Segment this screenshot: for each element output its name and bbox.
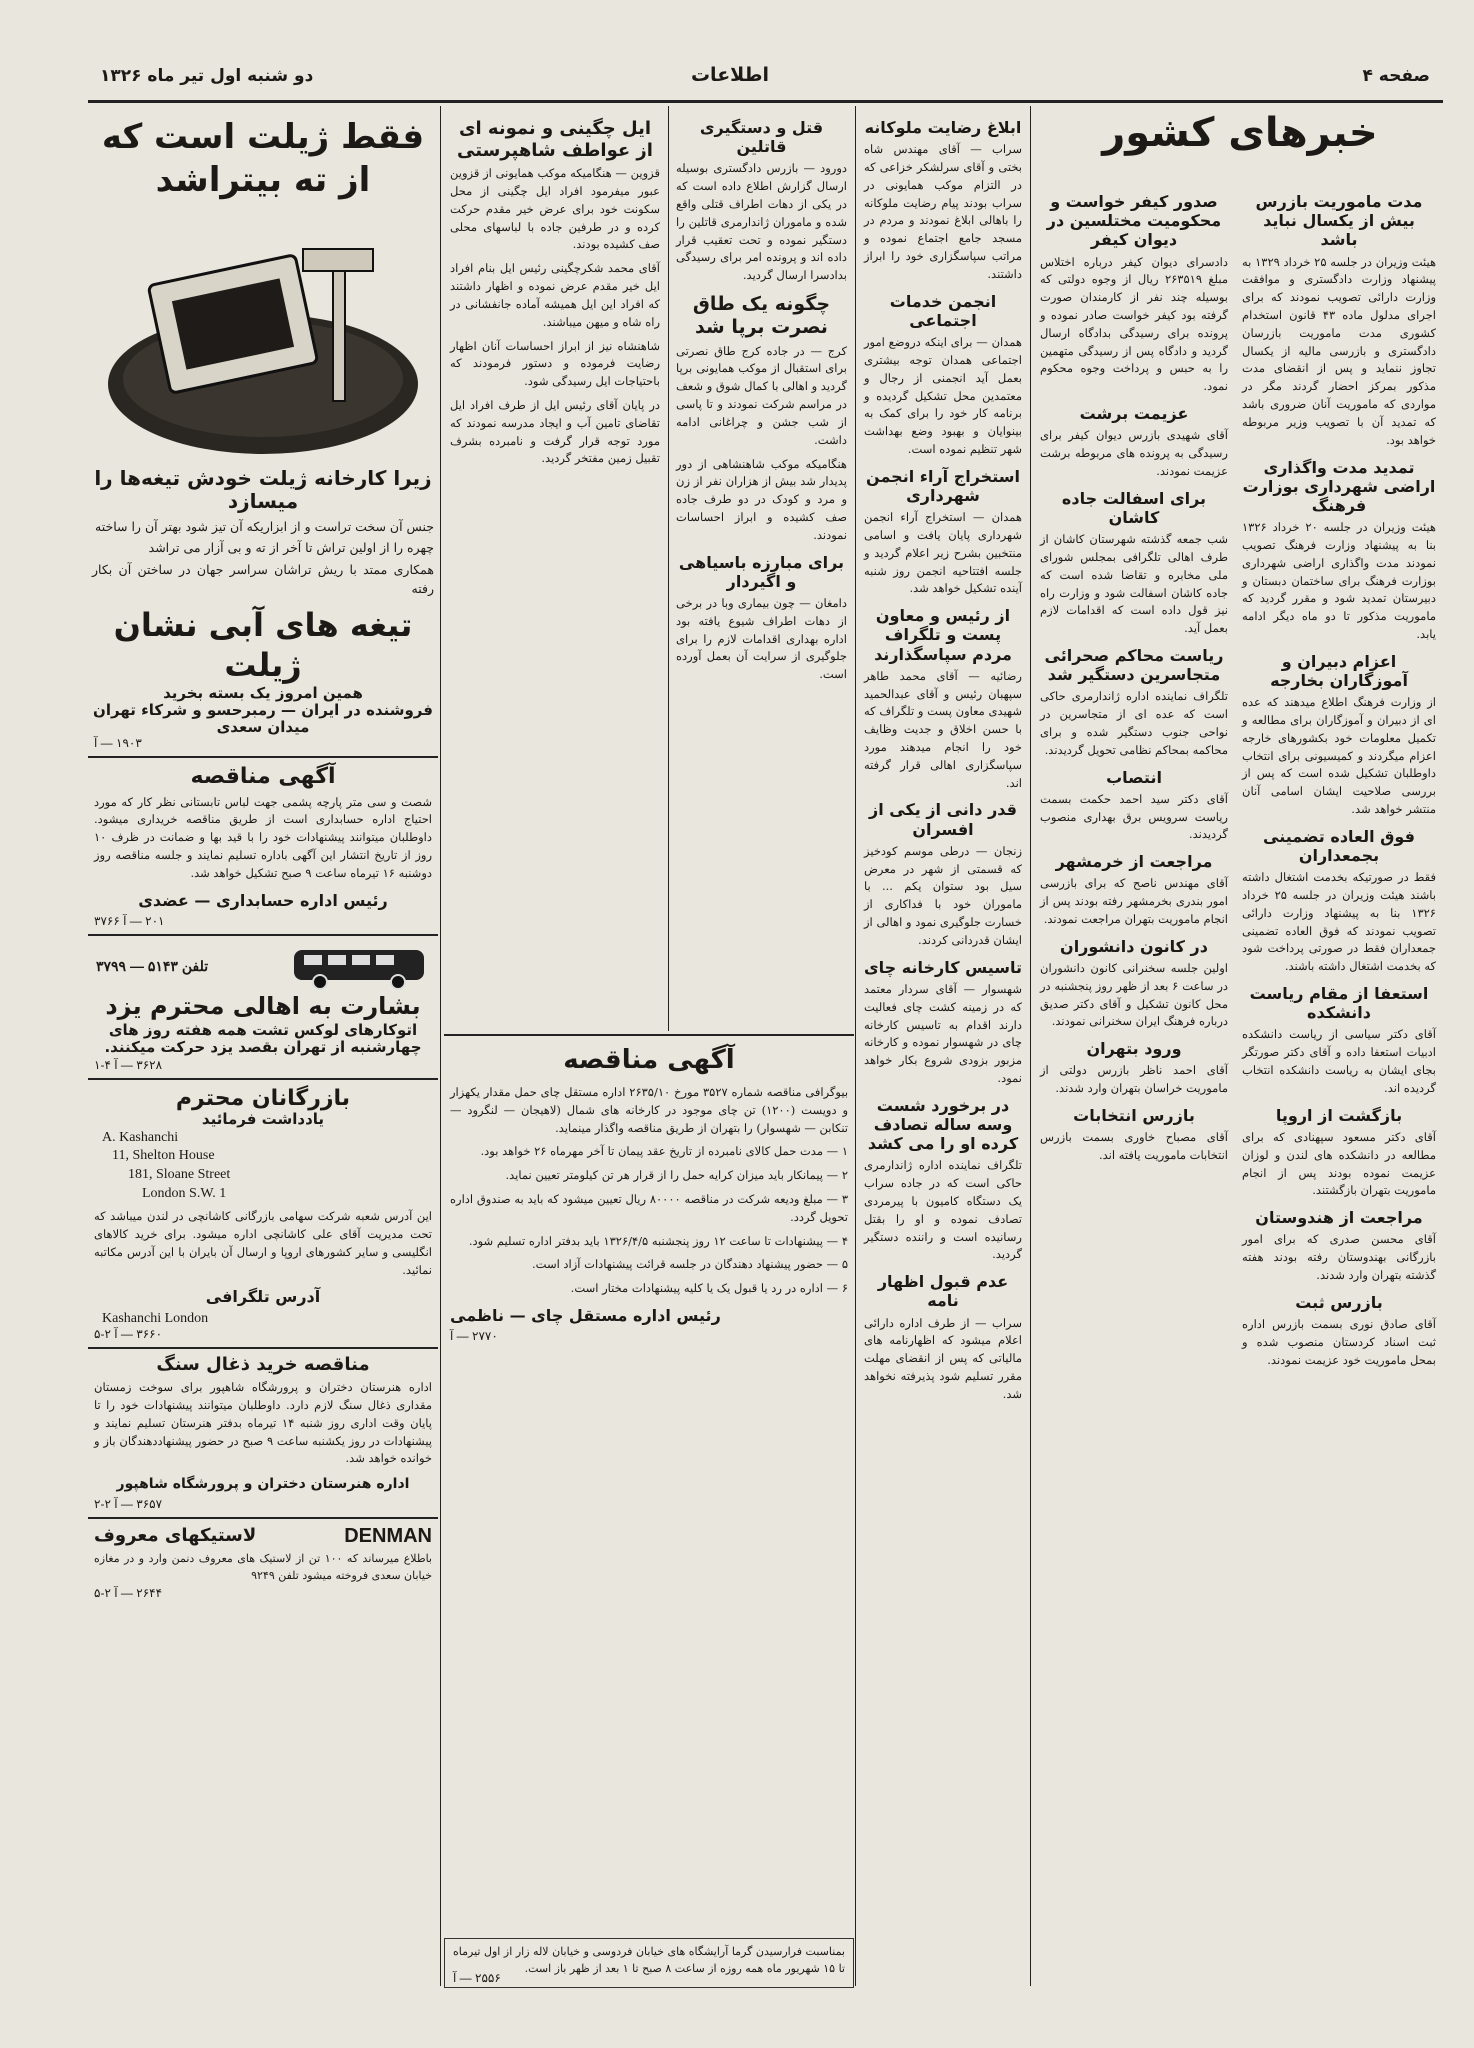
headline: انجمن خدمات اجتماعی (889, 291, 997, 330)
denman-text: باطلاع میرساند که ۱۰۰ تن از لاستیک های معروف دنمن وارد و در مغازه خیابان سعدی فروخته میشود تلفن ۹۲۴۹ (94, 1552, 432, 1583)
article-text: آقای مهندس ناصح که برای بازرسی امور بندری بخرمشهر رفته بودند پس از انجام ماموریت بتهران مراجعت نمودند. (1040, 876, 1228, 926)
headline: مراجعت از خرمشهر (1055, 852, 1213, 872)
col-divider (668, 106, 669, 1031)
headline: بازرس انتخابات (1073, 1106, 1195, 1126)
article-text: آقای شهیدی بازرس دیوان کیفر برای رسیدگی به پرونده های مربوطه برشت عزیمت نمودند. (1040, 428, 1228, 478)
headline: از رئیس و معاون پست و تلگراف مردم سپاسگذارند (874, 606, 1012, 664)
news-column-2 (1034, 184, 1234, 1984)
tender-text: شصت و سی متر پارچه پشمی جهت لباس تابستانی نظر کار که مورد احتیاج اداره حسابداری است از طریق مناقصه خریداری میشود. داوطلبان میتوانند پیشنهادات خود را با قید بها و ضمانت در ظرف ۱۰ روز از تاریخ انتشار این آگهی باداره تسلیم نمایند و جلسه مناقصه روز دوشنبه ۱۶ تیرماه ساعت ۹ صبح تشکیل خواهد شد. (94, 794, 432, 880)
article-text: سراب — از طرف اداره دارائی اعلام میشود که اظهارنامه های مالیاتی که پس از انقضای مهلت مقرر تسلیم شود پذیرفته نخواهد شد. (864, 1315, 1022, 1401)
headline: اعزام دبیران و آموزگاران بخارجه (1270, 651, 1408, 690)
ad-divider (88, 1347, 438, 1349)
article-text: زنجان — درطی موسم کودخیز که قسمتی از شهر در معرض سیل بود ستوان یکم ... با ماموران خود با فداکاری از خسارت جلوگیری نمود و اهالی از ایشان قدردانی کردند. (864, 843, 1022, 947)
article-text: آقای محمد شکرچگینی رئیس ایل بنام افراد ایل خیر مقدم عرض نموده و اظهار داشتند که افراد این ایل همیشه آماده جانفشانی در راه شاه و میهن میباشند. (450, 261, 660, 329)
article-text: آقای احمد ناظر بازرس دولتی از ماموریت خراسان بتهران وارد شدند. (1040, 1063, 1228, 1096)
tender-signature: اداره هنرستان دختران و پرورشگاه شاهپور (116, 1476, 410, 1493)
notice-text: بمناسبت فرارسیدن گرما آرایشگاه های خیابان فردوسی و خیابان لاله زار از اول تیرماه تا ۱۵ شهریور ماه همه روزه از ساعت ۸ صبح تا ۱ بعد از ظهر باز است. (453, 1945, 845, 1976)
ads-column (88, 110, 438, 1990)
gillette-headline: فقط ژیلت است که از ته بیتراشد (101, 117, 425, 200)
denman-title: لاستیکهای معروف (94, 1525, 257, 1547)
article-text: آقای دکتر سید احمد حکمت بسمت ریاست سرویس برق بهداری منصوب گردیدند. (1040, 791, 1228, 842)
gillette-sellers: فروشنده در ایران — رمبرحسو و شرکاء تهران میدان سعدی (93, 700, 433, 736)
article-text: هیئت وزیران در جلسه ۲۵ خرداد ۱۳۲۹ به پیشنهاد وزارت دادگستری و موافقت وزارت دارائی تصویب نمودند که برای اجرای مدلول ماده ۴۳ قانون استخدام کشوری مدت ماموریت بازرسان دادگستری و بازرسی مالیه از یکسال تجاوز ننماید و پس از انقضای مدت مذکور بمرکز احضار گردند مگر در مواردی که ماموریت آنان ضروری باشد که تمدید آن با تصویب وزیر مربوطه خواهد بود. (1242, 254, 1437, 447)
article-text: آقای دکتر سیاسی از ریاست دانشکده ادبیات استعفا داده و آقای دکتر صورتگر بجای ایشان به ریاست دانشکده انتخاب گردیده اند. (1242, 1027, 1436, 1095)
bus-ad-header (88, 942, 438, 992)
news-column-4 (670, 110, 853, 1030)
notice-item: ۳ — مبلغ ودیعه شرکت در مناقصه ۸۰۰۰۰ ریال تعیین میشود که باید به صندوق اداره تحویل گردد. (450, 1191, 848, 1224)
notice-signature: رئیس اداره مستقل چای — ناظمی (450, 1306, 721, 1326)
headline: چگونه یک طاق نصرت برپا شد (692, 293, 831, 338)
notice-item: ۲ — پیمانکار باید میزان کرایه حمل را از قرار هر تن کیلومتر تعیین نماید. (505, 1168, 848, 1183)
article-text: آقای محسن صدری که برای امور بازرگانی بهندوستان رفته بودند هفته گذشته بتهران وارد شدند. (1242, 1232, 1436, 1282)
article-text: سراب — آقای مهندس شاه بختی و آقای سرلشکر خزاعی که در التزام موکب همایونی در سراب بودند پیام رضایت ملوکانه را باهالی ابلاغ نمودند و مردم در مسجد جامع اجتماع نموده و مراتب سپاسگزاری خود را ابراز داشتند. (864, 142, 1022, 281)
headline: مدت ماموریت بازرس بیش از یکسال نباید باشد (1255, 192, 1423, 250)
bazaar-text: این آدرس شعبه شرکت سهامی بازرگانی کاشانچی در لندن میباشد که تحت مدیریت آقای علی کاشانچی اداره میشود. برای خرید کالاهای انگلیسی و سایر کشورهای اروپا و ارسال آن بایران با این آدرس مکاتبه نمائید. (94, 1209, 432, 1277)
headline: برای مبارزه باسیاهی و اگیردار (678, 552, 845, 591)
denman-brand: DENMAN (344, 1525, 432, 1548)
col-divider (855, 106, 856, 1986)
article-text: تلگراف نماینده اداره ژاندارمری حاکی است که عده ای از متجاسرین در نواحی جنوب دستگیر شده و برای محاکمه بمحاکم نظامی تحویل گردیدند. (1040, 689, 1228, 757)
notice-item: ۵ — حضور پیشنهاد دهندگان در جلسه قرائت پیشنهادات آزاد است. (532, 1257, 848, 1272)
headline: ایل چگینی و نمونه ای از عواطف شاهپرستی (457, 118, 653, 161)
gillette-tagline: زیرا کارخانه ژیلت خودش تیغه‌ها را میسازد (94, 466, 432, 513)
gillette-point: جنس آن سخت تراست و از ابزاریکه آن تیز شود بهتر آن را ساخته (95, 519, 434, 534)
header-rule (88, 100, 1443, 103)
article-text: کرج — در جاده کرج طاق نصرتی برای استقبال از موکب همایونی برپا گردید و اهالی با کمال شوق و شعف در مراسم شرکت نمودند و تا پاسی از شب جشن و چراغانی ادامه داشت. (675, 343, 847, 447)
article-text: همدان — استخراج آراء انجمن شهرداری پایان یافت و اسامی منتخبین بشرح زیر اعلام گردید و جلسه افتتاحیه انجمن روز شنبه آینده تشکیل خواهد شد. (864, 510, 1022, 596)
denman-ad-header (88, 1525, 438, 1548)
headline: بازرس ثبت (1295, 1292, 1383, 1312)
article-text: از وزارت فرهنگ اطلاع میدهند که عده ای از دبیران و آموزگاران برای مطالعه و تکمیل معلومات خود بکشورهای خارجه اعزام میگردند و کمیسیونی برای انتخاب داوطلبان تشکیل شده است که پس از بررسی صلاحیت ایشان اسامی آنان منتشر خواهد شد. (1242, 695, 1436, 816)
headline: عدم قبول اظهار نامه (877, 1272, 1009, 1311)
notice-item: ۶ — اداره در رد یا قبول یک یا کلیه پیشنهادات مختار است. (570, 1281, 848, 1296)
tender-title: آگهی مناقصه (190, 764, 336, 790)
notice-text: بیوگرافی مناقصه شماره ۳۵۲۷ مورخ ۲۶۳۵/۱۰ اداره مستقل چای حمل مقدار یکهزار و دویست (۱۲۰۰) تن چای موجود در کارخانه های شمال (لاهیجان — لنگرود — تنکابن — شهسوار) را بتهران از طریق مناقصه واگذار مینماید. (450, 1084, 849, 1135)
article-text: هیئت وزیران در جلسه ۲۰ خرداد ۱۳۲۶ بنا به پیشنهاد وزارت فرهنگ تصویب نمودند مدت واگذاری اراضی شهرداری بوزارت فرهنگ برای ساختمان دبستان و دبیرستان تمدید شود و مقرر گردید که ماموریت مذکور تا دو ماه دیگر ادامه یابد. (1242, 520, 1436, 641)
bus-text: اتوکارهای لوکس تشت همه هفته روز های چهارشنبه از تهران بقصد یزد حرکت میکنند. (104, 1020, 422, 1057)
article-text: دادسرای دیوان کیفر درباره اختلاس مبلغ ۲۶۳۵۱۹ ریال از وجوه دولتی که بوسیله چند نفر از کارمندان صورت گرفته بود کیفر خواست صادر نموده و پرونده برای رسیدگی بدادگاه ارسال گردید و دادگاه پس از رسیدگی متهمین را به حبس و پرداخت وجوه محکوم نمود. (1040, 254, 1228, 394)
ad-code: ۲۶۴۴ — آ ۲-۵ (94, 1586, 163, 1601)
headline: قتل و دستگیری قاتلین (699, 118, 824, 157)
headline: برای اسفالت جاده کاشان (1061, 488, 1207, 527)
headline: فوق العاده تضمینی بجمعداران (1263, 826, 1415, 865)
article-text: شاهنشاه نیز از ابراز احساسات آنان اظهار رضایت فرموده و دستور فرمودند که باحتیاجات ایل رسیدگی شود. (450, 338, 660, 389)
tender-title: مناقصه خرید ذغال سنگ (156, 1353, 370, 1375)
headline: عزیمت برشت (1079, 404, 1189, 424)
notice-title: آگهی مناقصه (563, 1045, 735, 1075)
bazaar-title: بازرگانان محترم (175, 1086, 351, 1112)
tea-tender-notice (444, 1040, 854, 1940)
ad-code: ۲۰۱ — آ ۳۷۶۶ (94, 913, 165, 928)
col-divider (440, 106, 441, 1986)
headline: بازگشت از اروپا (1275, 1105, 1403, 1125)
news-column-1 (1236, 184, 1442, 1984)
article-text: آقای صادق نوری بسمت بازرس اداره ثبت اسناد کردستان منصوب شده و بمحل ماموریت خود عزیمت نمودند. (1242, 1316, 1436, 1367)
article-text: دورود — بازرس دادگستری بوسیله ارسال گزارش اطلاع داده است که در یکی از دهات اطراف قتلی واقع شده و ماموران ژاندارمری قاتلین را دستگیر نموده و تحت تعقیب قرار داده اند و پرونده امر برای رسیدگی بدادسرا ارسال گردید. (676, 161, 847, 283)
headline: قدر دانی از یکی از افسران (869, 800, 1017, 839)
gillette-point: همکاری ممتد با ریش تراشان سراسر جهان در ساختن آن بکار رفته (92, 561, 434, 597)
ad-divider (88, 934, 438, 936)
ad-code: ۳۶۲۸ — آ ۴-۱ (94, 1058, 163, 1073)
notice-item: ۱ — مدت حمل کالای نامبرده از تاریخ عقد پیمان تا آخر مهرماه ۲۶ خواهد بود. (480, 1144, 848, 1159)
ad-divider (88, 1517, 438, 1519)
article-text: قزوین — هنگامیکه موکب همایونی از قزوین عبور میفرمود افراد ایل چگینی از محل سکونت خود برای عرض خیر مقدم حرکت کرده و در طرفین جاده با لباسهای محلی صف کشیده بودند. (450, 166, 660, 252)
headline: تمدید مدت واگذاری اراضی شهرداری بوزارت فرهنگ (1242, 457, 1436, 515)
article-text: آقای دکتر مسعود سپهنادی که برای مطالعه در دانشکده های لندن و لوزان عزیمت نموده بودند پس از انجام ماموریت بتهران بازگشتند. (1242, 1129, 1436, 1198)
article-text: رضائیه — آقای محمد طاهر سپهبان رئیس و آقای عبدالحمید شهیدی معاون پست و تلگراف که با حسن اخلاق و جدیت وظایف خود را انجام میدهند مورد سپاسگزاری اهالی قرار گرفته اند. (864, 668, 1022, 790)
bazaar-sub: یادداشت فرمائید (201, 1110, 325, 1129)
article-text: اولین جلسه سخنرانی کانون دانشوران در ساعت ۶ بعد از ظهر روز پنجشنبه در محل کانون تشکیل و آقای دکتر صدیق درباره فرهنگ ایران سخنرانی نمودند. (1040, 961, 1229, 1029)
bazaar-telegraph-label: آدرس تلگرافی (205, 1287, 321, 1307)
address-line: London S.W. 1 (142, 1186, 227, 1202)
news-column-3 (858, 110, 1028, 1985)
issue-date: دو شنبه اول تیر ماه ۱۳۲۶ (100, 66, 314, 86)
headline: استخراج آراء انجمن شهرداری (866, 466, 1020, 505)
article-text: شب جمعه گذشته شهرستان کاشان از طرف اهالی تلگرافی بمجلس شورای ملی مخابره و تقاضا شده است که جاده کاشان اسفالت شود و وزارت راه نیز قول داده است که اقدامات لازم بعمل آید. (1040, 532, 1228, 636)
ad-divider (88, 756, 438, 758)
headline: ریاست محاکم صحرائی متجاسرین دستگیر شد (1044, 645, 1224, 685)
article-text: در پایان آقای رئیس ایل از طرف افراد ایل تقاضای تامین آب و ایجاد مدرسه نمودند که مورد توجه قرار گرفت و نامبرده بشرف تقبیل زمین مفتخر گردید. (450, 397, 660, 466)
barbershop-notice (444, 1938, 854, 1988)
headline: در کانون دانشوران (1060, 936, 1208, 956)
address-line: 181, Sloane Street (128, 1167, 231, 1183)
ad-code: ۳۶۶۰ — آ ۲-۵ (94, 1326, 163, 1341)
gillette-blades: تیغه های آبی نشان ژیلت (113, 605, 413, 684)
gillette-illustration (88, 209, 438, 459)
address-line: A. Kashanchi (102, 1129, 179, 1145)
ad-code: ۱۹۰۳ — آ (94, 736, 142, 751)
notice-rule (444, 1034, 854, 1036)
bazaar-telegraph: Kashanchi London (102, 1310, 209, 1326)
notice-item: ۴ — پیشنهادات تا ساعت ۱۲ روز پنجشنبه ۱۳۲۶/۴/۵ باید بدفتر اداره تسلیم شود. (468, 1233, 848, 1248)
gillette-point: چهره را از اولین تراش تا آخر از ته و بی آزار می تراشد (148, 540, 434, 556)
gillette-buy: همین امروز یک بسته بخرید (163, 683, 363, 702)
article-text: دامغان — چون بیماری وبا در برخی از دهات اطراف شیوع یافته بود اداره بهداری اقدامات لازم را برای جلوگیری از سرایت آن بعمل آورده است. (676, 595, 847, 682)
address-line: 11, Shelton House (112, 1148, 215, 1164)
headline: تاسیس کارخانه چای (863, 957, 1022, 977)
notice-code: ۲۷۷۰ — آ (450, 1329, 498, 1344)
news-column-5 (444, 110, 666, 1030)
headline: ابلاغ رضایت ملوکانه (864, 118, 1022, 137)
article-text: شهسوار — آقای سردار معتمد که در زمینه کشت چای فعالیت دارند اقدام به تاسیس کارخانه چای در شهسوار نموده و کارخانه مزبور بزودی شروع بکار خواهد نمود. (864, 981, 1022, 1085)
article-text: هنگامیکه موکب شاهنشاهی از دور پدیدار شد بیش از هزاران نفر از زن و مرد و کودک در دو طرف جاده صف کشیده و ابراز احساسات نمودند. (676, 456, 847, 542)
bus-title: بشارت به اهالی محترم یزد (105, 991, 421, 1020)
article-text: فقط در صورتیکه بخدمت اشتغال داشته باشند هیئت وزیران در جلسه ۲۵ خرداد ۱۳۲۶ بنا به پیشنهاد وزارت دارائی تصویب نمودند که فوق العاده تضمینی جمعداران فقط در صورتی پرداخت شود که بخدمت اشتغال داشته باشند. (1242, 870, 1436, 974)
notice-code: ۲۵۵۶ — آ (453, 1971, 501, 1985)
ad-code: ۳۶۵۷ — آ ۲-۲ (94, 1497, 163, 1512)
razor-plate-icon (88, 209, 438, 459)
article-text: تلگراف نماینده اداره ژاندارمری حاکی است که در جاده سراب یک دستگاه کامیون با پیرمردی تصادف نموده و او را بقتل رسانیده است و راننده دستگیر گردید. (864, 1158, 1022, 1262)
bus-icon (290, 942, 430, 992)
headline: مراجعت از هندوستان (1255, 1208, 1423, 1228)
headline: صدور کیفر خواست و محکومیت مختلسین در دیوان کیفر (1046, 192, 1222, 250)
paper-name: اطلاعات (690, 64, 770, 86)
headline: انتصاب (1106, 767, 1162, 787)
headline: استعفا از مقام ریاست دانشکده (1249, 984, 1429, 1023)
tender-text: اداره هنرستان دختران و پرورشگاه شاهپور برای سوخت زمستان مقداری ذغال سنگ لازم دارد. داوطلبان میتوانند پیشنهادات خود را تا پایان وقت اداری روز شنبه ۱۴ تیرماه بدفتر هنرستان تسلیم نمایند و پیشنهادات در روز یکشنبه ساعت ۹ صبح در حضور پیشنهاددهندگان باز و خوانده خواهد شد. (94, 1380, 432, 1466)
page-number: صفحه ۴ (1362, 66, 1430, 86)
headline: در برخورد شست وسه ساله تصادف کرده او را می کشد (867, 1095, 1019, 1154)
article-text: آقای مصباح خاوری بسمت بازرس انتخابات ماموریت یافته اند. (1040, 1130, 1228, 1163)
headline: ورود بتهران (1086, 1039, 1182, 1059)
section-title: خبرهای کشور (1102, 110, 1378, 156)
bus-phone: تلفن ۵۱۴۳ — ۳۷۹۹ (96, 958, 209, 975)
article-text: همدان — برای اینکه دروضع امور اجتماعی همدان توجه بیشتری بعمل آید انجمنی از رجال و معتمدین محل تشکیل گردیده و برنامه کار خود را برای کمک به بینوایان و بهبود وضع بهداشت شهر تنظیم نموده است. (864, 335, 1022, 456)
col-divider (1030, 106, 1031, 1986)
ad-divider (88, 1078, 438, 1080)
bazaar-address (88, 1129, 438, 1205)
tender-signature: رئیس اداره حسابداری — عضدی (138, 890, 388, 910)
